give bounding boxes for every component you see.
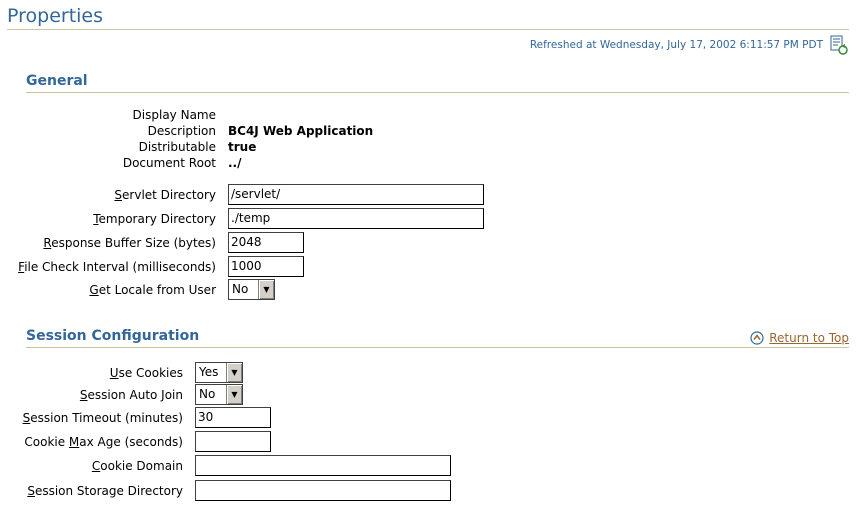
file-check-interval-input[interactable]: 1000 [228,256,304,277]
page-title: Properties [7,5,104,27]
cookie-max-age-input[interactable] [195,431,271,452]
session-timeout-label: Session Timeout (minutes) [22,411,183,425]
session-storage-directory-label: Session Storage Directory [27,484,183,498]
session-section-divider [26,347,849,348]
description-value: BC4J Web Application [228,124,374,138]
general-section-divider [26,92,849,93]
chevron-down-icon[interactable]: ▼ [226,385,242,404]
cookie-max-age-label: Cookie Max Age (seconds) [24,435,183,449]
refresh-status [530,35,849,55]
temporary-directory-input[interactable]: ./temp [228,208,484,229]
get-locale-label: Get Locale from User [89,283,216,297]
distributable-value: true [228,140,257,154]
session-section-title: Session Configuration [26,328,200,344]
cookie-domain-label: Cookie Domain [91,459,183,473]
response-buffer-label: Response Buffer Size (bytes) [43,236,216,250]
general-section-title: General [26,73,88,89]
display-name-label: Display Name [132,108,216,122]
response-buffer-input[interactable]: 2048 [228,232,304,253]
cookie-domain-input[interactable] [195,455,451,476]
refresh-timestamp: Refreshed at Wednesday, July 17, 2002 6:11:57 PM PDT [529,39,823,51]
session-auto-join-label: Session Auto Join [79,388,183,402]
return-to-top-label[interactable]: Return to Top [769,331,849,345]
use-cookies-label: Use Cookies [109,366,183,380]
session-auto-join-select[interactable] [195,384,243,405]
distributable-label: Distributable [138,140,216,154]
return-to-top-link[interactable] [750,331,849,345]
use-cookies-selected-value: Yes [199,365,219,379]
servlet-directory-input[interactable]: /servlet/ [228,184,484,205]
servlet-directory-label: Servlet Directory [114,188,216,202]
use-cookies-select[interactable] [195,362,243,383]
session-storage-directory-input[interactable] [195,480,451,501]
temporary-directory-label: Temporary Directory [93,212,216,226]
chevron-down-icon[interactable]: ▼ [258,280,274,299]
get-locale-selected-value: No [232,282,249,296]
return-to-top-icon[interactable] [750,331,764,345]
description-label: Description [147,124,216,138]
chevron-down-icon[interactable]: ▼ [226,363,242,382]
get-locale-select[interactable] [228,279,275,300]
document-root-label: Document Root [122,156,216,170]
document-root-value: ../ [228,156,242,170]
title-divider [7,29,849,30]
refresh-icon[interactable] [829,35,849,55]
session-auto-join-selected-value: No [199,387,216,401]
file-check-interval-label: File Check Interval (milliseconds) [18,260,216,274]
session-timeout-input[interactable]: 30 [195,407,271,428]
